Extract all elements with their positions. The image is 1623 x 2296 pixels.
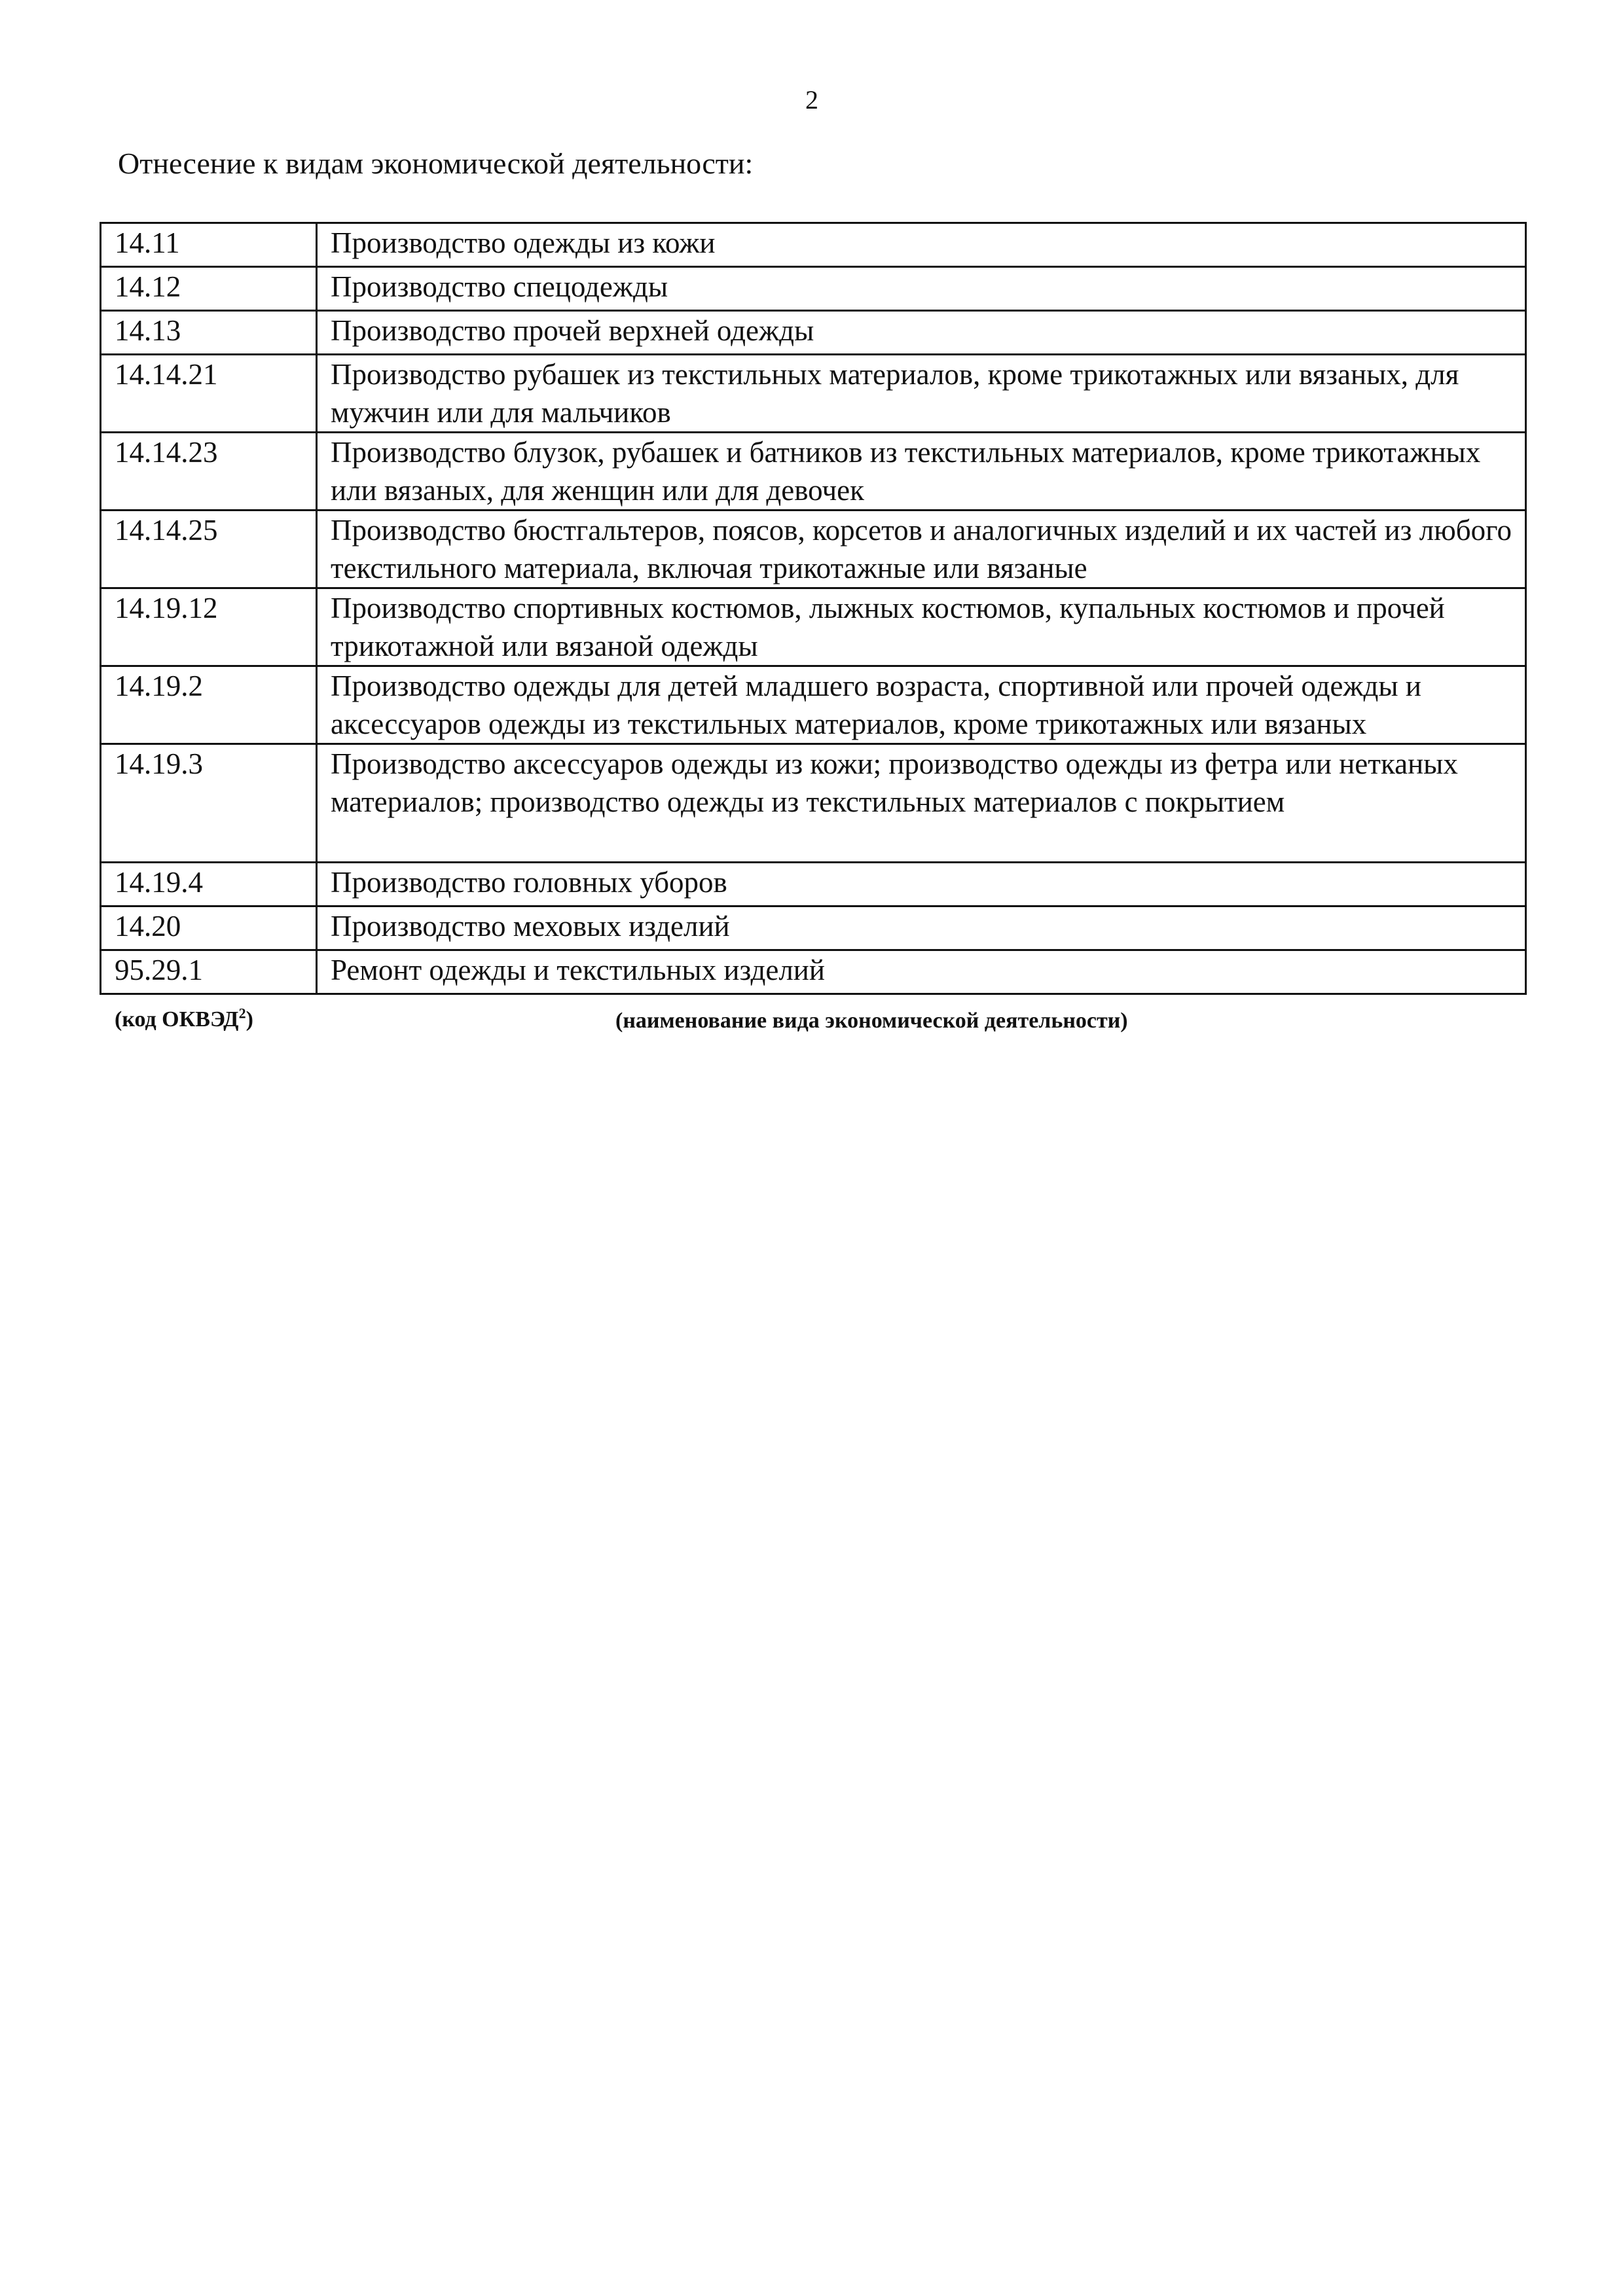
activity-name: Производство аксессуаров одежды из кожи; производство одежды из фетра или нетканых материалов; производство одежды из текстильных материалов с покрытием	[317, 744, 1526, 863]
okved-code: 14.11	[101, 223, 317, 267]
activity-table	[100, 222, 1527, 995]
table-row	[101, 433, 1526, 511]
activity-name: Производство одежды для детей младшего возраста, спортивной или прочей одежды и аксессуаров одежды из текстильных материалов, кроме трикотажных или вязаных	[317, 666, 1526, 744]
activity-name: Производство блузок, рубашек и батников из текстильных материалов, кроме трикотажных или вязаных, для женщин или для девочек	[317, 433, 1526, 511]
table-row	[101, 267, 1526, 311]
okved-code: 14.13	[101, 311, 317, 355]
table-row	[101, 355, 1526, 433]
okved-code: 14.19.12	[101, 588, 317, 666]
table-row	[101, 906, 1526, 950]
activity-name: Производство меховых изделий	[317, 906, 1526, 950]
activity-name: Производство прочей верхней одежды	[317, 311, 1526, 355]
table-row	[101, 311, 1526, 355]
okved-code: 14.20	[101, 906, 317, 950]
okved-code: 14.14.25	[101, 511, 317, 588]
footnote-marker: 2	[238, 1005, 246, 1022]
table-row	[101, 588, 1526, 666]
okved-code: 14.12	[101, 267, 317, 311]
okved-code: 95.29.1	[101, 950, 317, 994]
table-row	[101, 863, 1526, 906]
okved-code: 14.19.2	[101, 666, 317, 744]
okved-code: 14.19.3	[101, 744, 317, 863]
name-column-caption: (наименование вида экономической деятельности)	[615, 1009, 1128, 1033]
page-number: 2	[805, 85, 818, 115]
activity-name: Производство головных уборов	[317, 863, 1526, 906]
table-row	[101, 950, 1526, 994]
code-column-caption	[115, 1005, 253, 1034]
table-row	[101, 666, 1526, 744]
activity-name: Производство бюстгальтеров, поясов, корсетов и аналогичных изделий и их частей из любого текстильного материала, включая трикотажные или вязаные	[317, 511, 1526, 588]
okved-code: 14.19.4	[101, 863, 317, 906]
okved-code: 14.14.21	[101, 355, 317, 433]
table-row	[101, 744, 1526, 863]
activity-name: Ремонт одежды и текстильных изделий	[317, 950, 1526, 994]
okved-code: 14.14.23	[101, 433, 317, 511]
table-row	[101, 511, 1526, 588]
table-row	[101, 223, 1526, 267]
activity-name: Производство рубашек из текстильных материалов, кроме трикотажных или вязаных, для мужчин или для мальчиков	[317, 355, 1526, 433]
activity-name: Производство спецодежды	[317, 267, 1526, 311]
activity-name: Производство одежды из кожи	[317, 223, 1526, 267]
section-heading: Отнесение к видам экономической деятельности:	[118, 147, 754, 180]
code-caption-close: )	[246, 1007, 253, 1031]
activity-name: Производство спортивных костюмов, лыжных костюмов, купальных костюмов и прочей трикотажной или вязаной одежды	[317, 588, 1526, 666]
code-caption-text: (код ОКВЭД	[115, 1007, 239, 1031]
